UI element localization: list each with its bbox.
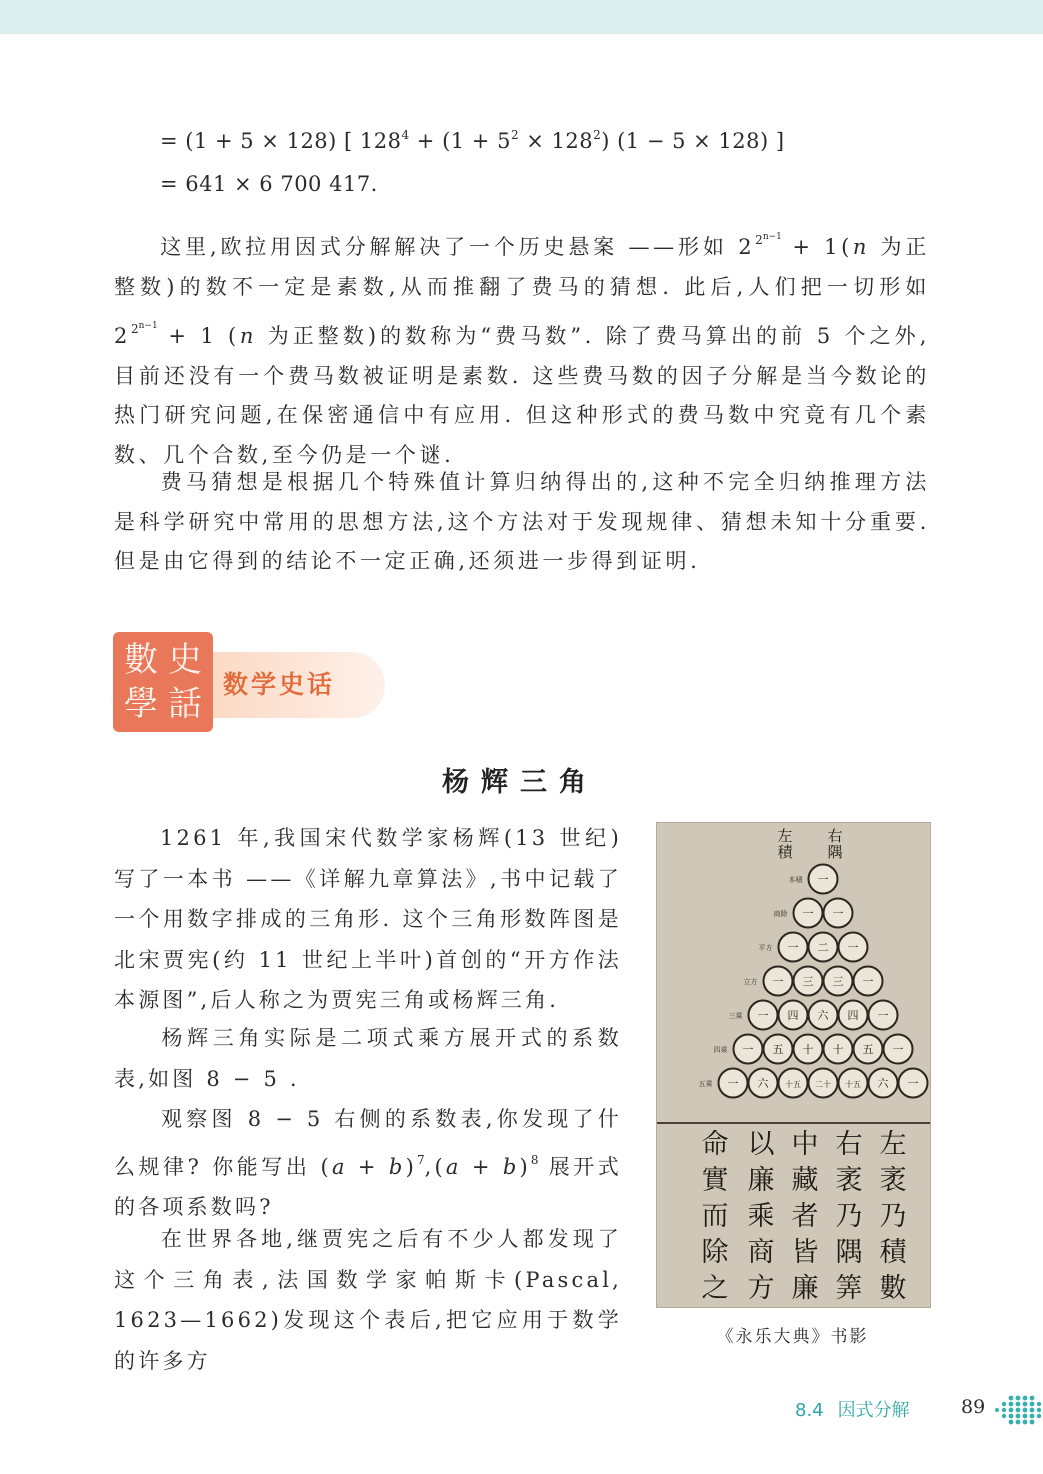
figure-text-char: 數 bbox=[879, 1273, 907, 1304]
triangle-cell-label: 六 bbox=[817, 1009, 829, 1022]
figure-text-char: 者 bbox=[791, 1201, 819, 1232]
triangle-side-label: 四乘 bbox=[713, 1046, 728, 1054]
figure-top-label: 積 bbox=[777, 843, 793, 861]
article-paragraph-4: 在世界各地,继贾宪之后有不少人都发现了这个三角表,法国数学家帕斯卡(Pascal, 1623—1662)发现这个表后,把它应用于数学的许多方 bbox=[114, 1227, 622, 1373]
triangle-cell-label: 一 bbox=[787, 941, 799, 954]
figure-text-char: 筭 bbox=[835, 1273, 863, 1304]
article-title: 杨辉三角 bbox=[442, 767, 598, 798]
figure-text-char: 中 bbox=[791, 1129, 819, 1160]
figure-text-char: 右 bbox=[835, 1129, 863, 1160]
figure-text-char: 藏 bbox=[791, 1165, 819, 1196]
triangle-cell-label: 一 bbox=[892, 1043, 904, 1056]
figure-text-char: 乃 bbox=[879, 1201, 907, 1232]
figure-text-char: 袤 bbox=[879, 1165, 907, 1196]
section-banner bbox=[205, 652, 385, 718]
figure-text-char: 乃 bbox=[835, 1201, 863, 1232]
triangle-side-label: 三乘 bbox=[728, 1012, 743, 1020]
figure-caption: 《永乐大典》书影 bbox=[716, 1327, 869, 1347]
triangle-cell-label: 一 bbox=[772, 975, 784, 988]
figure-text-char: 命 bbox=[701, 1129, 729, 1160]
seal-char: 數 bbox=[124, 640, 158, 680]
figure-text-char: 而 bbox=[701, 1201, 729, 1232]
triangle-cell-label: 四 bbox=[787, 1009, 799, 1022]
triangle-cell-label: 一 bbox=[742, 1043, 754, 1056]
triangle-cell-label: 十五 bbox=[845, 1080, 861, 1089]
triangle-cell-label: 一 bbox=[907, 1077, 919, 1090]
triangle-cell-label: 三 bbox=[832, 975, 844, 988]
figure-text-char: 左 bbox=[879, 1129, 907, 1160]
equation-line-2: = 641 × 6 700 417. bbox=[160, 172, 378, 196]
paragraph-induction: 费马猜想是根据几个特殊值计算归纳得出的,这种不完全归纳推理方法是科学研究中常用的思想方法,这个方法对于发现规律、猜想未知十分重要. 但是由它得到的结论不一定正确,还须进一步得到证明. bbox=[114, 470, 930, 573]
figure-top-label: 隅 bbox=[827, 843, 843, 861]
article-paragraph-2: 杨辉三角实际是二项式乘方展开式的系数表,如图 8 − 5 . bbox=[114, 1026, 622, 1091]
page-number: 89 bbox=[961, 1396, 986, 1418]
triangle-cell-label: 四 bbox=[847, 1009, 859, 1022]
figure-text-char: 皆 bbox=[791, 1237, 819, 1268]
triangle-side-label: 平方 bbox=[758, 944, 773, 952]
decorative-dots-icon bbox=[993, 1390, 1043, 1430]
figure-text-char: 除 bbox=[701, 1237, 729, 1268]
triangle-cell-label: 五 bbox=[772, 1043, 784, 1056]
pascal-triangle-illustration bbox=[657, 823, 930, 1307]
section-banner-label: 数学史话 bbox=[223, 670, 336, 699]
footer-section bbox=[795, 1396, 910, 1422]
seal-char: 史 bbox=[168, 640, 202, 680]
article-paragraph-3: 观察图 8 − 5 右侧的系数表,你发现了什么规律? 你能写出 $(a + b)^7,(a + b)^8$ 展开式的各项系数吗? bbox=[114, 1107, 622, 1219]
figure-text-char: 乘 bbox=[747, 1201, 775, 1232]
triangle-side-label: 五乘 bbox=[698, 1080, 713, 1088]
figure-text-char: 商 bbox=[747, 1237, 775, 1268]
triangle-cell-label: 一 bbox=[757, 1009, 769, 1022]
top-header-band bbox=[0, 0, 1043, 34]
triangle-cell-label: 一 bbox=[832, 907, 844, 920]
figure-text-char: 隅 bbox=[835, 1237, 863, 1268]
seal-logo bbox=[113, 632, 213, 732]
figure-text-char: 之 bbox=[701, 1273, 729, 1304]
triangle-cell-label: 十五 bbox=[785, 1080, 801, 1089]
triangle-cell-label: 一 bbox=[877, 1009, 889, 1022]
figure-text-char: 廉 bbox=[747, 1165, 775, 1196]
triangle-cell-label: 六 bbox=[757, 1077, 769, 1090]
triangle-side-label: 立方 bbox=[743, 978, 758, 986]
footer-section-title: 因式分解 bbox=[837, 1400, 910, 1421]
triangle-cell-label: 十 bbox=[802, 1043, 814, 1056]
figure-top-label: 左 bbox=[777, 827, 793, 845]
seal-char: 學 bbox=[124, 684, 158, 724]
triangle-cell-label: 一 bbox=[817, 873, 829, 886]
triangle-cell-label: 一 bbox=[862, 975, 874, 988]
triangle-side-label: 商除 bbox=[773, 910, 788, 918]
triangle-side-label: 本積 bbox=[788, 876, 803, 884]
footer-section-number: 8.4 bbox=[795, 1400, 824, 1421]
yongle-dadian-figure bbox=[656, 822, 931, 1308]
figure-text-char: 積 bbox=[879, 1237, 907, 1268]
triangle-cell-label: 一 bbox=[847, 941, 859, 954]
figure-top-label: 右 bbox=[827, 827, 843, 845]
figure-text-char: 實 bbox=[701, 1165, 729, 1196]
article-paragraph-1: 1261 年,我国宋代数学家杨辉(13 世纪)写了一本书 ——《详解九章算法》,书中记载了一个用数字排成的三角形. 这个三角形数阵图是北宋贾宪(约 11 世纪上半叶)首创的“开方作法本源图”,后人称之为贾宪三角或杨辉三角. bbox=[114, 826, 622, 1012]
figure-text-char: 方 bbox=[747, 1273, 775, 1304]
triangle-cell-label: 六 bbox=[877, 1077, 889, 1090]
triangle-cell-label: 五 bbox=[862, 1043, 874, 1056]
triangle-cell-label: 一 bbox=[802, 907, 814, 920]
figure-text-char: 袤 bbox=[835, 1165, 863, 1196]
figure-text-char: 以 bbox=[747, 1129, 775, 1160]
figure-text-char: 廉 bbox=[791, 1273, 819, 1304]
triangle-cell-label: 二十 bbox=[815, 1080, 831, 1089]
triangle-cell-label: 三 bbox=[802, 975, 814, 988]
triangle-cell-label: 一 bbox=[727, 1077, 739, 1090]
equation-line-1: = (1 + 5 × 128) [ $128^4 + (1 + 5^2 \times 128^2) (1 - 5 \times 128)$ ] bbox=[160, 128, 785, 153]
triangle-cell-label: 二 bbox=[817, 941, 829, 954]
triangle-cell-label: 十 bbox=[832, 1043, 844, 1056]
paragraph-fermat-numbers: 这里,欧拉用因式分解解决了一个历史悬案 ——形如 $2^{2^{n-1}} + 1(n$ 为正整数)的数不一定是素数,从而推翻了费马的猜想. 此后,人们把一切形如 $2^{2^{n-1}} + 1$ (n 为正整数)的数称为“费马数”. 除了费马算出的前 5 个之外,目前还没有一个费马数被证明是素数. 这些费马数的因子分解是当今数论的热门研究问题,在保密通信中有应用. 但这种形式的费马数中究竟有几个素数、几个合数,至今仍是一个谜. bbox=[114, 232, 931, 467]
seal-char: 話 bbox=[168, 684, 202, 724]
